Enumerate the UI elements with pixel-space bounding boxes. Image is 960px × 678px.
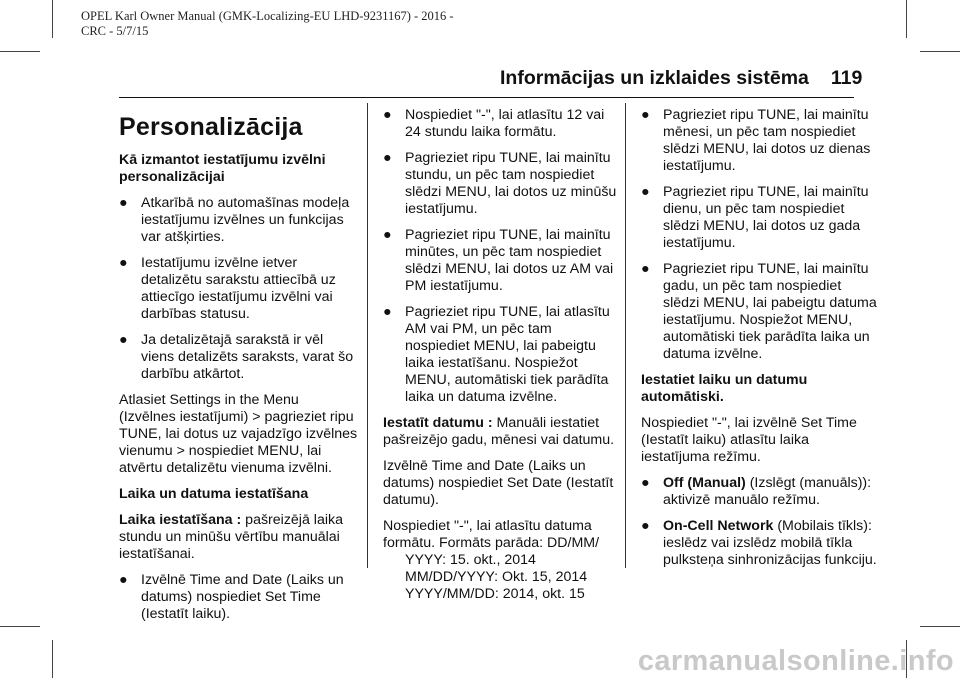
page-title: Personalizācija [119,113,303,141]
format-examples [383,552,619,603]
running-head [500,67,863,90]
list-item-text: Pagrieziet ripu TUNE, lai mainītu minūtes, un pēc tam nospiediet slēdzi MENU, lai dotos uz AM vai PM iestatījumu. [405,227,614,294]
list-item-text: Iestatījumu izvēlne ietver detalizētu sarakstu attiecībā uz attiecīgo iestatījumu izvēlni vai darbības statusu. [141,255,336,322]
term: On-Cell Network [663,518,774,534]
crop-mark [920,626,960,627]
bullet-icon: ● [119,195,128,211]
paragraph: Nospiediet "-", lai atlasītu datuma formātu. Formāts parāda: DD/MM/ [383,518,600,551]
bullet-icon: ● [383,304,392,320]
list-item [383,227,619,295]
column-divider [625,103,626,568]
subheading: Iestatiet laiku un datumu automātiski. [641,372,808,405]
list-item-text [663,518,877,568]
term: Laika iestatīšana : [119,512,242,528]
list-item [641,107,877,175]
header-rule [119,97,854,98]
term: Iestatīt datumu : [383,415,493,431]
list-item [641,475,877,509]
list-item [641,184,877,252]
term-text: Manuāli iestatiet pašreizējo gadu, mēnesi vai datumu. [383,415,615,448]
list-item [383,107,619,141]
crop-mark [920,51,960,52]
paragraph: Izvēlnē Time and Date (Laiks un datums) nospiediet Set Date (Iestatīt datumu). [383,458,614,508]
list-item-text: Pagrieziet ripu TUNE, lai mainītu mēnesi, un pēc tam nospiediet slēdzi MENU, lai dotos uz dienas iestatījumu. [663,107,871,174]
term-text: (Mobilais tīkls): ieslēdz vai izslēdz mobilā tīkla pulksteņa sinhronizācijas funkciju. [663,518,877,568]
list-item-text [663,475,871,508]
format-line: YYYY: 15. okt., 2014 [405,552,536,568]
bullet-icon: ● [119,332,128,348]
format-line: MM/DD/YYYY: Okt. 15, 2014 [405,569,588,585]
subheading: Kā izmantot iestatījumu izvēlni personalizācijai [119,152,326,185]
page-number: 119 [830,67,863,89]
list-item-text: Ja detalizētajā sarakstā ir vēl viens detalizēts saraksts, varat šo darbību atkārtot. [141,332,354,382]
list-item [383,150,619,218]
list-item [119,572,359,623]
column-divider [367,103,368,568]
bullet-icon: ● [119,572,128,588]
bullet-icon: ● [641,184,650,200]
meta-line-2: CRC - 5/7/15 [81,24,149,38]
bullet-icon: ● [119,255,128,271]
bullet-icon: ● [383,150,392,166]
list-item-text: Pagrieziet ripu TUNE, lai mainītu gadu, un pēc tam nospiediet slēdzi MENU, lai pabeigtu datuma iestatījumu. Nospiežot MENU, automātiski tiek parādīta laika un datuma izvēlne. [663,261,877,362]
term-text: pašreizējā laika stundu un minūšu vērtību manuālai iestatīšanai. [119,512,343,562]
watermark: carmanualsonline.info [637,645,954,677]
format-line: YYYY/MM/DD: 2014, okt. 15 [405,586,585,602]
column-3 [641,107,877,578]
column-1 [119,107,359,632]
list-item-text: Izvēlnē Time and Date (Laiks un datums) nospiediet Set Time (Iestatīt laiku). [141,572,344,622]
bullet-icon: ● [383,107,392,123]
list-item [641,518,877,569]
list-item-text: Pagrieziet ripu TUNE, lai atlasītu AM vai PM, un pēc tam nospiediet MENU, lai pabeigtu laika iestatīšanu. Nospiežot MENU, automātiski tiek parādīta laika un datuma izvēlne. [405,304,610,405]
section-title: Informācijas un izklaides sistēma [500,67,809,89]
document-meta [81,9,454,39]
list-item [119,255,359,323]
paragraph [119,512,359,563]
crop-mark [52,0,53,38]
crop-mark [0,626,40,627]
list-item-text: Pagrieziet ripu TUNE, lai mainītu stundu, un pēc tam nospiediet slēdzi MENU, lai dotos uz minūšu iestatījumu. [405,150,617,217]
list-item [119,195,359,246]
list-item-text: Nospiediet "-", lai atlasītu 12 vai 24 stundu laika formātu. [405,107,605,140]
list-item [383,304,619,406]
bullet-icon: ● [641,261,650,277]
paragraph [383,415,619,449]
subheading: Laika un datuma iestatīšana [119,486,309,502]
bullet-icon: ● [383,227,392,243]
bullet-icon: ● [641,518,650,534]
term-text: (Izslēgt (manuāls)): aktivizē manuālo režīmu. [663,475,872,508]
crop-mark [0,51,40,52]
list-item [119,332,359,383]
paragraph: Atlasiet Settings in the Menu (Izvēlnes iestatījumi) > pagrieziet ripu TUNE, lai dotus uz vajadzīgo izvēlnes vienumu > nospiediet MENU, lai atvērtu detalizētu vienuma izvēlni. [119,392,358,476]
bullet-icon: ● [641,475,650,491]
bullet-icon: ● [641,107,650,123]
term: Off (Manual) [663,475,746,491]
crop-mark [906,0,907,38]
list-item-text: Pagrieziet ripu TUNE, lai mainītu dienu, un pēc tam nospiediet slēdzi MENU, lai dotos uz gada iestatījumu. [663,184,869,251]
column-2 [383,107,619,603]
meta-line-1: OPEL Karl Owner Manual (GMK-Localizing-EU LHD-9231167) - 2016 - [81,9,454,23]
list-item-text: Atkarībā no automašīnas modeļa iestatījumu izvēlnes un funkcijas var atšķirties. [141,195,350,245]
list-item [641,261,877,363]
crop-mark [52,640,53,678]
paragraph: Nospiediet "-", lai izvēlnē Set Time (Iestatīt laiku) atlasītu laika iestatījuma režīmu. [641,415,857,465]
